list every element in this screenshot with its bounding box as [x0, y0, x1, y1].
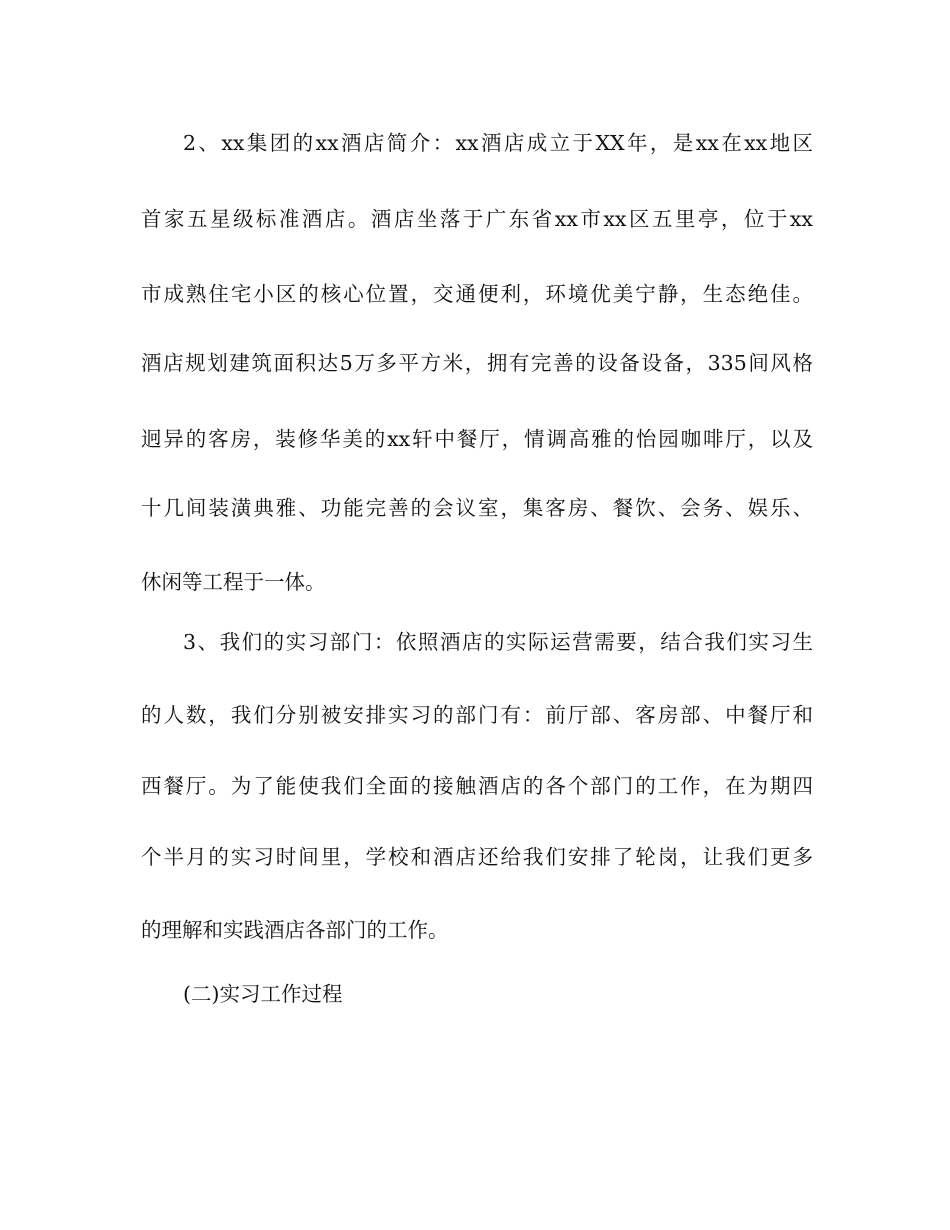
paragraph-2-line-5: 的理解和实践酒店各部门的工作。 [141, 918, 449, 942]
paragraph-1-line-6: 十几间装潢典雅、功能完善的会议室，集客房、餐饮、会务、娱乐、 [141, 496, 813, 520]
paragraph-2-line-2: 的人数，我们分别被安排实习的部门有：前厅部、客房部、中餐厅和 [141, 703, 813, 727]
paragraph-1-line-7: 休闲等工程于一体。 [141, 570, 326, 594]
section-heading: (二)实习工作过程 [183, 982, 343, 1006]
paragraph-2-line-1: 3、我们的实习部门：依照酒店的实际运营需要，结合我们实习生 [183, 630, 813, 654]
paragraph-1-line-2: 首家五星级标准酒店。酒店坐落于广东省xx市xx区五里亭，位于xx [141, 207, 813, 231]
paragraph-2-line-4: 个半月的实习时间里，学校和酒店还给我们安排了轮岗，让我们更多 [141, 845, 813, 869]
paragraph-1-line-5: 迥异的客房，装修华美的xx轩中餐厅，情调高雅的怡园咖啡厅，以及 [141, 427, 813, 451]
paragraph-1-line-3: 市成熟住宅小区的核心位置，交通便利，环境优美宁静，生态绝佳。 [141, 282, 813, 306]
paragraph-1-line-4: 酒店规划建筑面积达5万多平方米，拥有完善的设备设备，335间风格 [141, 351, 813, 375]
paragraph-2-line-3: 西餐厅。为了能使我们全面的接触酒店的各个部门的工作，在为期四 [141, 774, 813, 798]
paragraph-1-line-1: 2、xx集团的xx酒店简介：xx酒店成立于XX年，是xx在xx地区 [183, 131, 813, 155]
